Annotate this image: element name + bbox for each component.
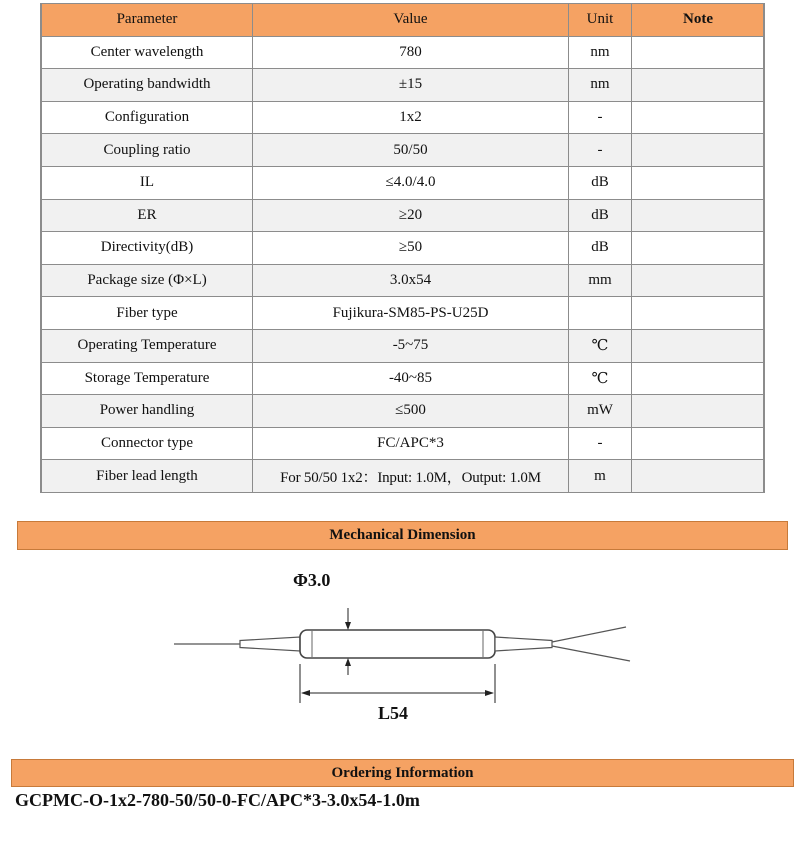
table-right-edge bbox=[763, 3, 765, 493]
param-cell: Configuration bbox=[42, 101, 253, 134]
unit-cell: ℃ bbox=[569, 362, 632, 395]
output-fiber-2 bbox=[552, 646, 630, 661]
unit-cell: mW bbox=[569, 395, 632, 428]
unit-cell bbox=[569, 297, 632, 330]
param-cell: Storage Temperature bbox=[42, 362, 253, 395]
param-cell: Package size (Φ×L) bbox=[42, 264, 253, 297]
value-cell: 780 bbox=[253, 36, 569, 69]
header-unit: Unit bbox=[569, 4, 632, 37]
length-label: L54 bbox=[378, 703, 409, 723]
param-cell: Directivity(dB) bbox=[42, 232, 253, 265]
unit-cell: - bbox=[569, 427, 632, 460]
output-fiber-1 bbox=[552, 627, 626, 642]
spec-header-row bbox=[42, 4, 765, 37]
unit-cell: nm bbox=[569, 36, 632, 69]
note-cell bbox=[632, 427, 765, 460]
param-cell: Fiber lead length bbox=[42, 460, 253, 493]
note-cell bbox=[632, 36, 765, 69]
table-row bbox=[42, 427, 765, 460]
note-cell bbox=[632, 264, 765, 297]
table-row bbox=[42, 166, 765, 199]
table-row bbox=[42, 199, 765, 232]
note-cell bbox=[632, 395, 765, 428]
param-cell: Fiber type bbox=[42, 297, 253, 330]
table-row bbox=[42, 101, 765, 134]
param-cell: Center wavelength bbox=[42, 36, 253, 69]
diameter-label: Φ3.0 bbox=[293, 570, 331, 590]
value-cell: For 50/50 1x2：Input: 1.0M，Output: 1.0M bbox=[253, 460, 569, 493]
header-value: Value bbox=[253, 4, 569, 37]
note-cell bbox=[632, 460, 765, 493]
unit-cell: nm bbox=[569, 69, 632, 102]
value-cell: 50/50 bbox=[253, 134, 569, 167]
ordering-code: GCPMC-O-1x2-780-50/50-0-FC/APC*3-3.0x54-1.0m bbox=[15, 790, 420, 810]
unit-cell: mm bbox=[569, 264, 632, 297]
note-cell bbox=[632, 329, 765, 362]
table-row bbox=[42, 69, 765, 102]
header-parameter: Parameter bbox=[42, 4, 253, 37]
table-row bbox=[42, 232, 765, 265]
table-left-edge bbox=[40, 3, 42, 493]
coupler-drawing bbox=[160, 560, 640, 730]
value-cell: FC/APC*3 bbox=[253, 427, 569, 460]
note-cell bbox=[632, 232, 765, 265]
note-cell bbox=[632, 134, 765, 167]
unit-cell: dB bbox=[569, 199, 632, 232]
value-cell: ≥20 bbox=[253, 199, 569, 232]
value-cell: -40~85 bbox=[253, 362, 569, 395]
mechanical-dimension-title: Mechanical Dimension bbox=[329, 527, 476, 543]
unit-cell: - bbox=[569, 101, 632, 134]
param-cell: ER bbox=[42, 199, 253, 232]
unit-cell: dB bbox=[569, 232, 632, 265]
param-cell: Connector type bbox=[42, 427, 253, 460]
note-cell bbox=[632, 101, 765, 134]
table-row bbox=[42, 134, 765, 167]
table-row bbox=[42, 395, 765, 428]
param-cell: Operating Temperature bbox=[42, 329, 253, 362]
unit-cell: ℃ bbox=[569, 329, 632, 362]
table-row bbox=[42, 264, 765, 297]
value-cell: ≤4.0/4.0 bbox=[253, 166, 569, 199]
mechanical-dimension-band bbox=[17, 521, 788, 550]
left-boot bbox=[240, 637, 300, 651]
right-boot bbox=[495, 637, 552, 651]
coupler-tube bbox=[300, 630, 495, 658]
value-cell: -5~75 bbox=[253, 329, 569, 362]
param-cell: Operating bandwidth bbox=[42, 69, 253, 102]
unit-cell: m bbox=[569, 460, 632, 493]
table-row bbox=[42, 36, 765, 69]
unit-cell: dB bbox=[569, 166, 632, 199]
table-row bbox=[42, 297, 765, 330]
spec-table bbox=[41, 3, 765, 493]
note-cell bbox=[632, 362, 765, 395]
table-row bbox=[42, 460, 765, 493]
note-cell bbox=[632, 297, 765, 330]
unit-cell: - bbox=[569, 134, 632, 167]
value-cell: ≤500 bbox=[253, 395, 569, 428]
header-note: Note bbox=[632, 4, 765, 37]
note-cell bbox=[632, 69, 765, 102]
param-cell: Coupling ratio bbox=[42, 134, 253, 167]
note-cell bbox=[632, 166, 765, 199]
note-cell bbox=[632, 199, 765, 232]
value-cell: 1x2 bbox=[253, 101, 569, 134]
value-cell: ±15 bbox=[253, 69, 569, 102]
table-row bbox=[42, 362, 765, 395]
param-cell: Power handling bbox=[42, 395, 253, 428]
table-row bbox=[42, 329, 765, 362]
value-cell: ≥50 bbox=[253, 232, 569, 265]
ordering-information-title: Ordering Information bbox=[331, 765, 474, 781]
value-cell: 3.0x54 bbox=[253, 264, 569, 297]
ordering-information-band bbox=[11, 759, 794, 787]
param-cell: IL bbox=[42, 166, 253, 199]
value-cell: Fujikura-SM85-PS-U25D bbox=[253, 297, 569, 330]
